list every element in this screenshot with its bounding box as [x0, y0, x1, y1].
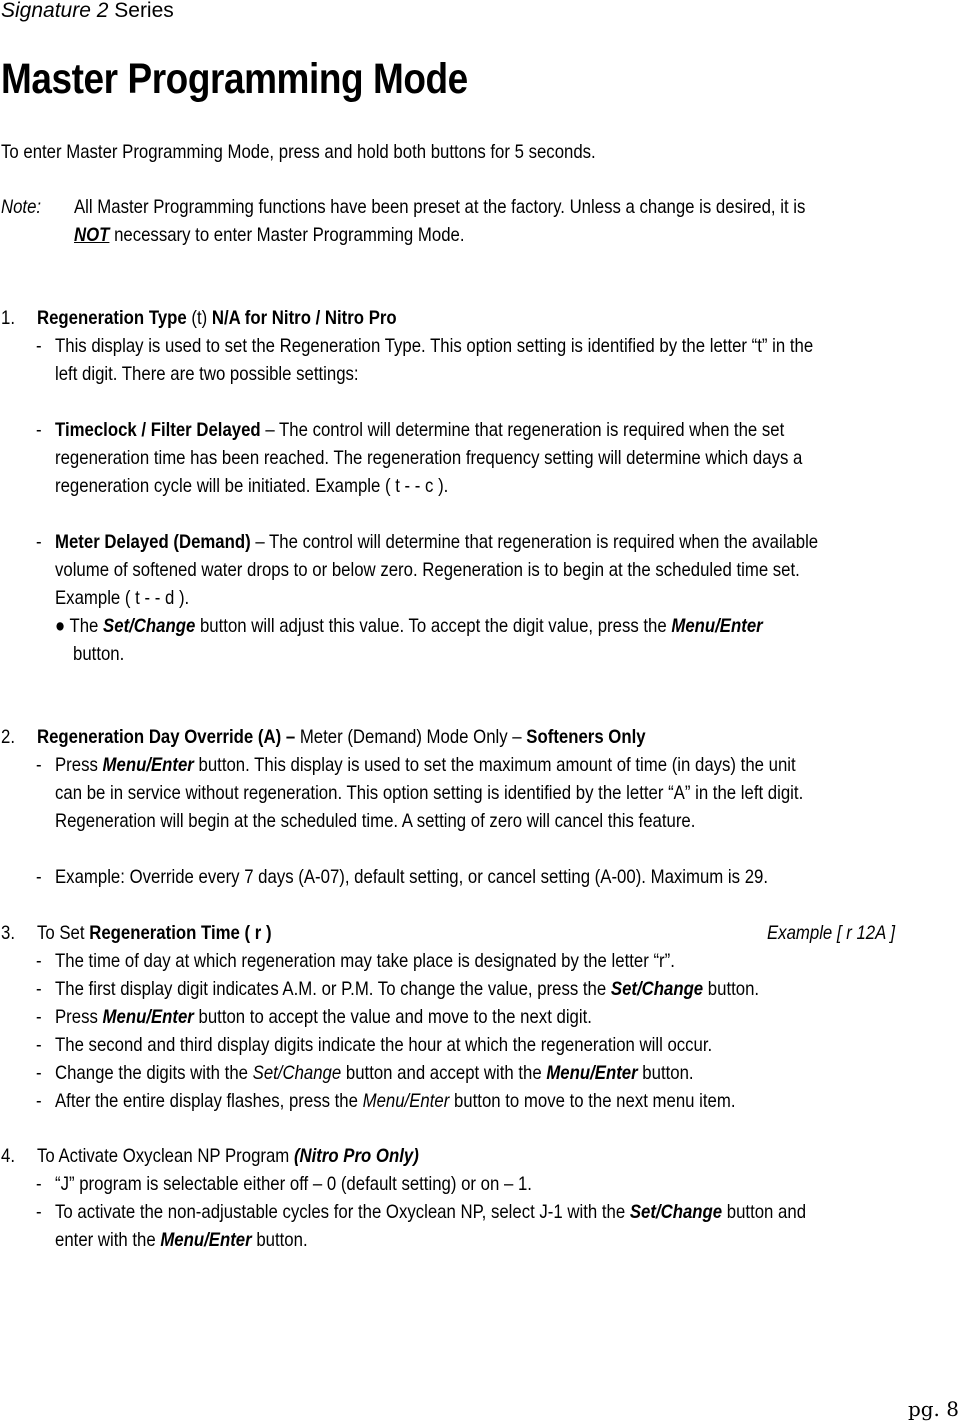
- timeclock-line-b: regeneration time has been reached. The regeneration frequency setting will determine which days a: [55, 447, 803, 469]
- list-dash: -: [36, 866, 42, 888]
- section-3-heading: To Set Regeneration Time ( r ): [37, 922, 272, 944]
- section-3-line-6: After the entire display flashes, press the Menu/Enter button to move to the next menu item.: [55, 1090, 736, 1112]
- list-dash: -: [36, 1173, 42, 1195]
- page-title: Master Programming Mode: [1, 55, 468, 103]
- section-4-line-1: “J” program is selectable either off – 0 (default setting) or on – 1.: [55, 1173, 532, 1195]
- section-1-para-1b: left digit. There are two possible settings:: [55, 363, 359, 385]
- list-dash: -: [36, 1062, 42, 1084]
- section-3-example: Example [ r 12A ]: [767, 922, 896, 944]
- list-dash: -: [36, 950, 42, 972]
- section-2-example: Example: Override every 7 days (A-07), default setting, or cancel setting (A-00). Maximum is 29.: [55, 866, 769, 888]
- page-number: pg. 8: [907, 1397, 959, 1421]
- section-4-number: 4.: [1, 1145, 15, 1167]
- note-label: Note:: [1, 196, 42, 218]
- intro-text: To enter Master Programming Mode, press and hold both buttons for 5 seconds.: [1, 141, 596, 163]
- section-2-para-c: Regeneration will begin at the scheduled time. A setting of zero will cancel this feature.: [55, 810, 696, 832]
- section-2-heading: Regeneration Day Override (A) – Meter (Demand) Mode Only – Softeners Only: [37, 726, 646, 748]
- section-4-line-3: enter with the Menu/Enter button.: [55, 1229, 308, 1251]
- list-dash: -: [36, 1006, 42, 1028]
- section-1-heading: Regeneration Type (t) N/A for Nitro / Nitro Pro: [37, 307, 397, 329]
- timeclock-line-c: regeneration cycle will be initiated. Example ( t - - c ).: [55, 475, 449, 497]
- bullet-set-change-end: button.: [73, 643, 125, 665]
- section-3-line-5: Change the digits with the Set/Change button and accept with the Menu/Enter button.: [55, 1062, 694, 1084]
- bullet-set-change: ● The Set/Change button will adjust this value. To accept the digit value, press the Menu/Enter: [55, 615, 763, 637]
- section-3-number: 3.: [1, 922, 15, 944]
- note-line-2: NOT necessary to enter Master Programming Mode.: [74, 224, 465, 246]
- section-2-number: 2.: [1, 726, 15, 748]
- section-3-line-4: The second and third display digits indicate the hour at which the regeneration will occur.: [55, 1034, 713, 1056]
- meter-delayed-line-c: Example ( t - - d ).: [55, 587, 190, 609]
- series-header: Signature 2 Series: [1, 0, 174, 22]
- list-dash: -: [36, 1090, 42, 1112]
- meter-delayed-line-b: volume of softened water drops to or below zero. Regeneration is to begin at the scheduled time set.: [55, 559, 800, 581]
- list-dash: -: [36, 531, 42, 553]
- section-2-para-a: Press Menu/Enter button. This display is used to set the maximum amount of time (in days) the unit: [55, 754, 796, 776]
- section-1-number: 1.: [1, 307, 15, 329]
- section-3-line-1: The time of day at which regeneration may take place is designated by the letter “r”.: [55, 950, 675, 972]
- list-dash: -: [36, 1201, 42, 1223]
- list-dash: -: [36, 419, 42, 441]
- timeclock-line-a: Timeclock / Filter Delayed – The control will determine that regeneration is required when the set: [55, 419, 785, 441]
- list-dash: -: [36, 978, 42, 1000]
- section-3-line-2: The first display digit indicates A.M. or P.M. To change the value, press the Set/Change button.: [55, 978, 760, 1000]
- section-4-line-2: To activate the non-adjustable cycles for the Oxyclean NP, select J-1 with the Set/Change button and: [55, 1201, 807, 1223]
- note-line-1: All Master Programming functions have been preset at the factory. Unless a change is desired, it is: [74, 196, 806, 218]
- list-dash: -: [36, 754, 42, 776]
- list-dash: -: [36, 335, 42, 357]
- section-4-heading: To Activate Oxyclean NP Program (Nitro Pro Only): [37, 1145, 419, 1167]
- section-1-para-1a: This display is used to set the Regeneration Type. This option setting is identified by the letter “t” in the: [55, 335, 814, 357]
- meter-delayed-line-a: Meter Delayed (Demand) – The control will determine that regeneration is required when the available: [55, 531, 819, 553]
- section-3-line-3: Press Menu/Enter button to accept the value and move to the next digit.: [55, 1006, 592, 1028]
- section-2-para-b: can be in service without regeneration. This option setting is identified by the letter “A” in the left digit.: [55, 782, 804, 804]
- list-dash: -: [36, 1034, 42, 1056]
